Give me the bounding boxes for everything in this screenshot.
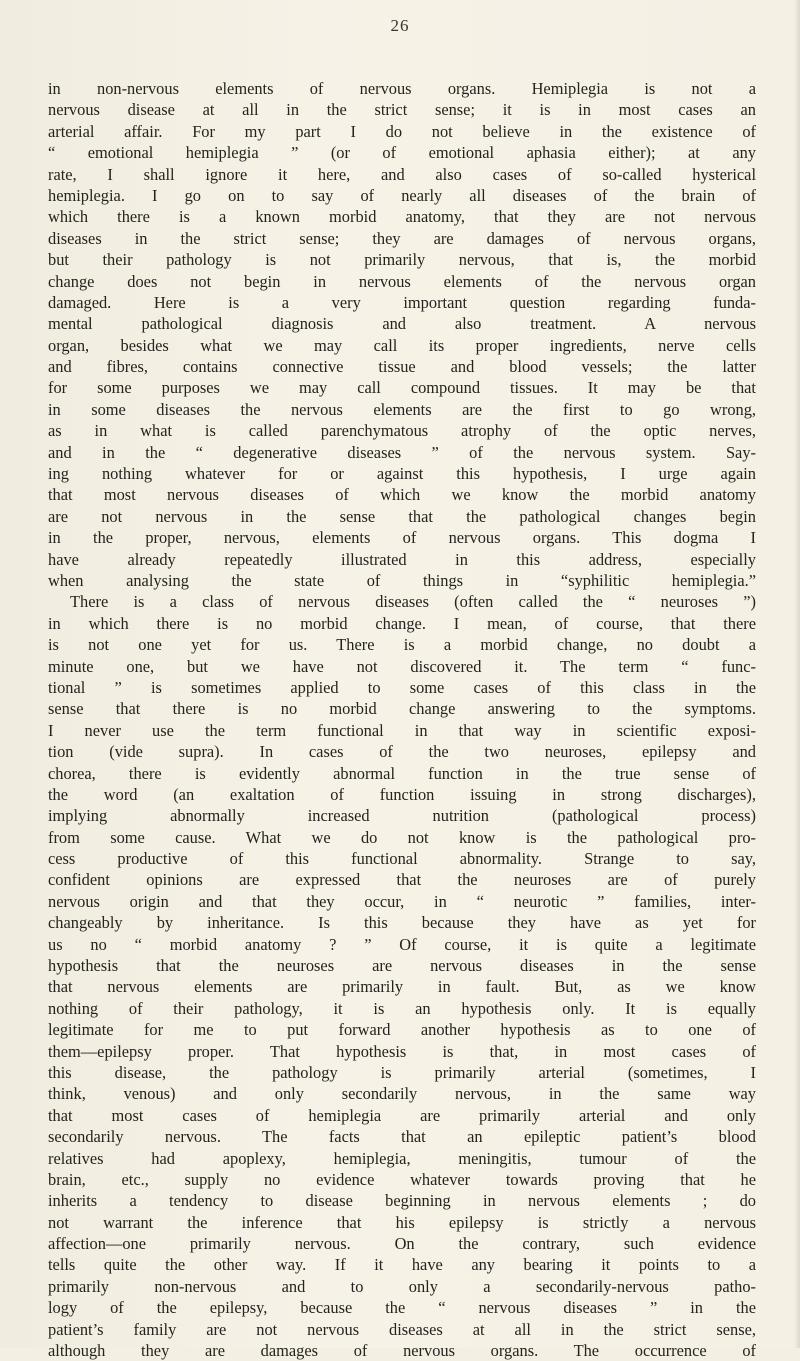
text-line: that nervous elements are primarily in fault. But, as we know <box>48 977 756 997</box>
text-line: is not one yet for us. There is a morbid change, no doubt a <box>48 635 756 655</box>
text-line: in the proper, nervous, elements of nervous organs. This dogma I <box>48 528 756 548</box>
text-line: which there is a known morbid anatomy, that they are not nervous <box>48 207 756 227</box>
text-line: not warrant the inference that his epilepsy is strictly a nervous <box>48 1212 756 1232</box>
text-line: tional ” is sometimes applied to some cases of this class in the <box>48 677 756 697</box>
text-line: cess productive of this functional abnormality. Strange to say, <box>48 849 756 869</box>
text-line: nothing of their pathology, it is an hypothesis only. It is equally <box>48 998 756 1018</box>
text-line: change does not begin in nervous elements of the nervous organ <box>48 271 756 291</box>
text-line: although they are damages of nervous organs. The occurrence of <box>48 1341 756 1361</box>
text-line: tion (vide supra). In cases of the two neuroses, epilepsy and <box>48 742 756 762</box>
text-line: and fibres, contains connective tissue and blood vessels; the latter <box>48 357 756 377</box>
text-line: that most nervous diseases of which we know the morbid anatomy <box>48 485 756 505</box>
text-line: have already repeatedly illustrated in this address, especially <box>48 549 756 569</box>
text-line: rate, I shall ignore it here, and also cases of so-called hysterical <box>48 164 756 184</box>
text-line: hypothesis that the neuroses are nervous diseases in the sense <box>48 956 756 976</box>
text-line: ing nothing whatever for or against this hypothesis, I urge again <box>48 464 756 484</box>
text-line: brain, etc., supply no evidence whatever towards proving that he <box>48 1169 756 1189</box>
body-text <box>48 78 756 1361</box>
text-line: them—epilepsy proper. That hypothesis is that, in most cases of <box>48 1041 756 1061</box>
text-line: the word (an exaltation of function issuing in strong discharges), <box>48 784 756 804</box>
text-line: this disease, the pathology is primarily arterial (sometimes, I <box>48 1062 756 1082</box>
text-line: and in the “ degenerative diseases ” of the nervous system. Say- <box>48 442 756 462</box>
text-line: nervous disease at all in the strict sense; it is in most cases an <box>48 100 756 120</box>
page-edge-shadow <box>794 0 800 1348</box>
text-line: tells quite the other way. If it have any bearing it points to a <box>48 1255 756 1275</box>
text-line: nervous origin and that they occur, in “ neurotic ” families, inter- <box>48 891 756 911</box>
text-line: implying abnormally increased nutrition (pathological process) <box>48 806 756 826</box>
text-line: in non-nervous elements of nervous organs. Hemiplegia is not a <box>48 79 756 98</box>
text-line: inherits a tendency to disease beginning in nervous elements ; do <box>48 1191 756 1211</box>
text-line: changeably by inheritance. Is this because they have as yet for <box>48 913 756 933</box>
text-line: us no “ morbid anatomy ? ” Of course, it is quite a legitimate <box>48 934 756 954</box>
text-line: confident opinions are expressed that the neuroses are of purely <box>48 870 756 890</box>
text-line: are not nervous in the sense that the pathological changes begin <box>48 506 756 526</box>
text-line: think, venous) and only secondarily nervous, in the same way <box>48 1084 756 1104</box>
text-line: patient’s family are not nervous diseases at all in the strict sense, <box>48 1319 756 1339</box>
text-line: legitimate for me to put forward another hypothesis as to one of <box>48 1020 756 1040</box>
text-line: “ emotional hemiplegia ” (or of emotional aphasia either); at any <box>48 143 756 163</box>
text-line: in which there is no morbid change. I mean, of course, that there <box>48 613 756 633</box>
text-line: hemiplegia. I go on to say of nearly all diseases of the brain of <box>48 185 756 205</box>
text-line: arterial affair. For my part I do not believe in the existence of <box>48 121 756 141</box>
text-line: in some diseases the nervous elements are the first to go wrong, <box>48 399 756 419</box>
text-line: for some purposes we may call compound tissues. It may be that <box>48 378 756 398</box>
text-line: diseases in the strict sense; they are damages of nervous organs, <box>48 228 756 248</box>
text-line: that most cases of hemiplegia are primarily arterial and only <box>48 1105 756 1125</box>
text-line: primarily non-nervous and to only a secondarily-nervous patho- <box>48 1276 756 1296</box>
text-line: but their pathology is not primarily nervous, that is, the morbid <box>48 250 756 270</box>
text-line: minute one, but we have not discovered it. The term “ func- <box>48 656 756 676</box>
text-line: affection—one primarily nervous. On the contrary, such evidence <box>48 1234 756 1254</box>
text-line: chorea, there is evidently abnormal function in the true sense of <box>48 763 756 783</box>
text-line: mental pathological diagnosis and also treatment. A nervous <box>48 314 756 334</box>
text-line: organ, besides what we may call its proper ingredients, nerve cells <box>48 335 756 355</box>
page-number: 26 <box>390 16 410 35</box>
text-line: relatives had apoplexy, hemiplegia, meningitis, tumour of the <box>48 1148 756 1168</box>
text-line: as in what is called parenchymatous atrophy of the optic nerves, <box>48 421 756 441</box>
text-line: from some cause. What we do not know is the pathological pro- <box>48 827 756 847</box>
text-line: logy of the epilepsy, because the “ nervous diseases ” in the <box>48 1298 756 1318</box>
text-line: damaged. Here is a very important question regarding funda- <box>48 292 756 312</box>
text-line: when analysing the state of things in “syphilitic hemiplegia.” <box>48 570 756 590</box>
text-line: I never use the term functional in that way in scientific exposi- <box>48 720 756 740</box>
text-line: sense that there is no morbid change answering to the symptoms. <box>48 699 756 719</box>
text-line: There is a class of nervous diseases (often called the “ neuroses ”) <box>70 592 756 612</box>
text-line: secondarily nervous. The facts that an epileptic patient’s blood <box>48 1127 756 1147</box>
